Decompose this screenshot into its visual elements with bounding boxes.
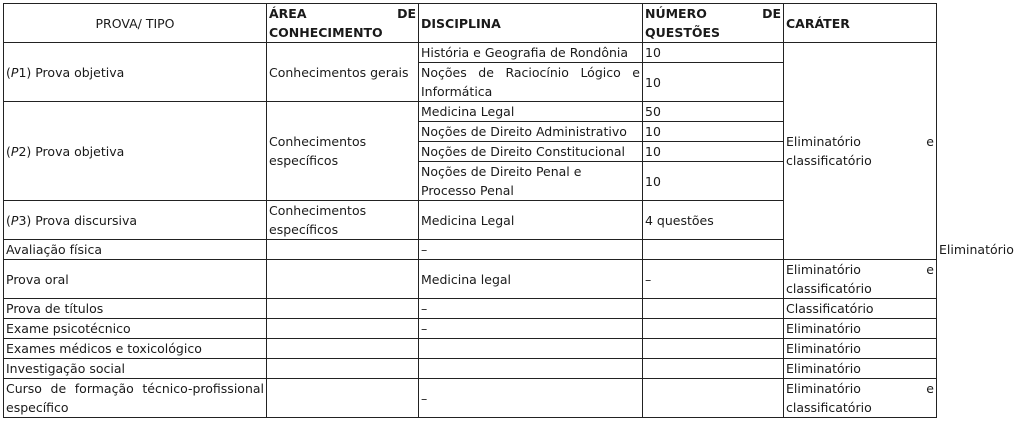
other-area [267, 379, 419, 418]
table-row [4, 339, 937, 359]
other-area [267, 260, 419, 299]
other-disciplina: – [419, 379, 643, 418]
p3-num: 3 [18, 212, 27, 228]
p2-disciplina-4: Noções de Direito Penal e Processo Penal [419, 162, 643, 201]
other-tipo: Exames médicos e toxicológico [4, 339, 267, 359]
header-tipo: PROVA/ TIPO [4, 4, 267, 43]
table-row [4, 359, 937, 379]
p2-area: Conhecimentos específicos [267, 102, 419, 201]
other-disciplina: – [419, 240, 643, 260]
p1-label: ) Prova objetiva [26, 64, 125, 80]
other-area [267, 339, 419, 359]
other-tipo: Avaliação física [4, 240, 267, 260]
other-carater: Eliminatório [784, 359, 937, 379]
exam-table [3, 3, 1014, 418]
other-disciplina: – [419, 319, 643, 339]
other-tipo: Investigação social [4, 359, 267, 379]
other-tipo: Prova oral [4, 260, 267, 299]
p3-disciplina: Medicina Legal [419, 201, 643, 240]
table-row: Avaliação física – Eliminatório [4, 240, 937, 260]
other-numero [643, 240, 784, 260]
p1-tipo: (P1) Prova objetiva [4, 43, 267, 102]
p2-code: P [10, 143, 19, 159]
header-numero: NÚMERO DE QUESTÕES [643, 4, 784, 43]
other-numero [643, 339, 784, 359]
other-area [267, 319, 419, 339]
other-disciplina: Medicina legal [419, 260, 643, 299]
other-numero [643, 299, 784, 319]
p2-disciplina-2: Noções de Direito Administrativo [419, 122, 643, 142]
p2-numero-1: 50 [643, 102, 784, 122]
header-carater: CARÁTER [784, 4, 937, 43]
p2-disciplina-3: Noções de Direito Constitucional [419, 142, 643, 162]
other-carater: Eliminatório e classificatório [784, 260, 937, 299]
table-row [4, 299, 937, 319]
carater-main: Eliminatório e classificatório [784, 43, 937, 260]
p3-tipo: (P3) Prova discursiva [4, 201, 267, 240]
p3-area: Conhecimentos específicos [267, 201, 419, 240]
other-numero: – [643, 260, 784, 299]
p2-label: ) Prova objetiva [26, 143, 125, 159]
p1-num: 1 [18, 64, 27, 80]
other-carater: Eliminatório e classificatório [784, 379, 937, 418]
other-tipo: Exame psicotécnico [4, 319, 267, 339]
other-disciplina [419, 359, 643, 379]
p1-numero-1: 10 [643, 43, 784, 63]
header-disciplina: DISCIPLINA [419, 4, 643, 43]
other-numero [643, 359, 784, 379]
p1-code: P [10, 64, 19, 80]
table-row [4, 260, 937, 299]
other-area [267, 240, 419, 260]
p2-numero-3: 10 [643, 142, 784, 162]
p1-disciplina-1: História e Geografia de Rondônia [419, 43, 643, 63]
other-tipo: Curso de formação técnico-profissional específico [4, 379, 267, 418]
p2-num: 2 [18, 143, 27, 159]
table-row [4, 379, 937, 418]
p3-code: P [10, 212, 19, 228]
table-row [4, 319, 937, 339]
p1-numero-2: 10 [643, 63, 784, 102]
header-area: ÁREA DE CONHECIMENTO [267, 4, 419, 43]
p2-disciplina-1: Medicina Legal [419, 102, 643, 122]
p2-numero-4: 10 [643, 162, 784, 201]
p3-label: ) Prova discursiva [26, 212, 137, 228]
other-tipo: Prova de títulos [4, 299, 267, 319]
other-carater: Classificatório [784, 299, 937, 319]
other-carater: Eliminatório [784, 319, 937, 339]
other-numero [643, 319, 784, 339]
table-row [4, 43, 937, 63]
other-area [267, 359, 419, 379]
p2-tipo: (P2) Prova objetiva [4, 102, 267, 201]
p1-area: Conhecimentos gerais [267, 43, 419, 102]
other-disciplina: – [419, 299, 643, 319]
other-carater: Eliminatório [784, 339, 937, 359]
other-disciplina [419, 339, 643, 359]
other-numero [643, 379, 784, 418]
p3-numero: 4 questões [643, 201, 784, 240]
header-row [4, 4, 937, 43]
other-area [267, 299, 419, 319]
p1-disciplina-2: Noções de Raciocínio Lógico e Informática [419, 63, 643, 102]
p2-numero-2: 10 [643, 122, 784, 142]
